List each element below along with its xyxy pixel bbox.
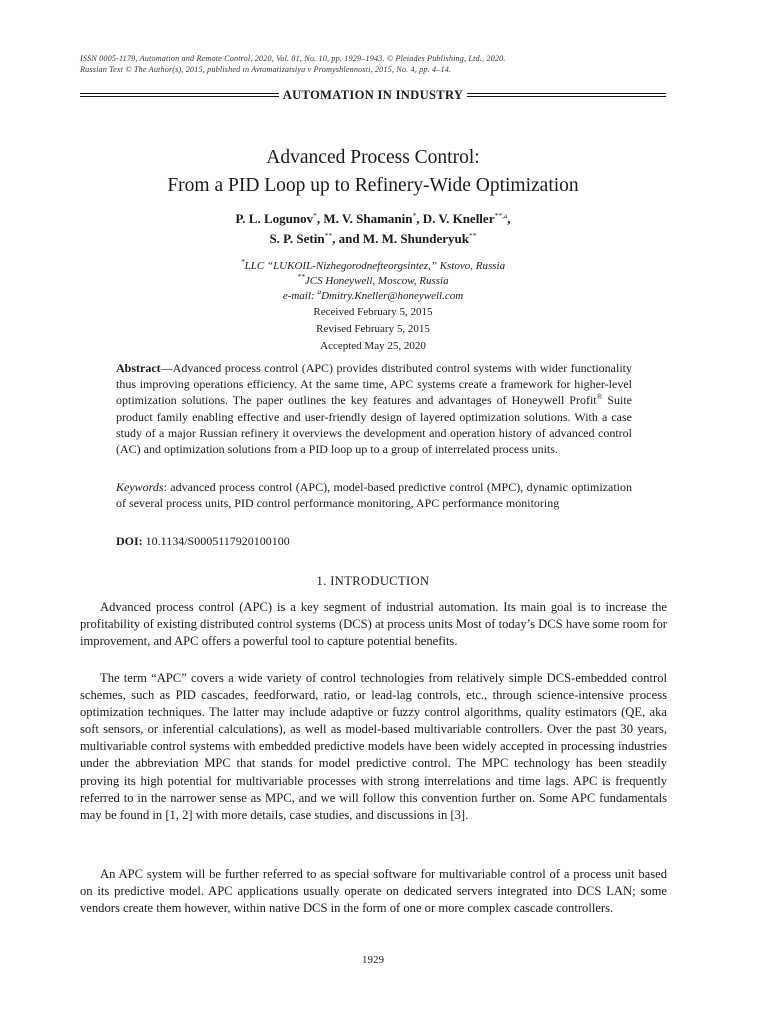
authors-line-2: [80, 229, 666, 249]
introduction-paragraph-3: [80, 866, 667, 917]
paragraph-text: The term “APC” covers a wide variety of control technologies from relatively simple DCS-embedded control schemes, such as PID cascades, feedforward, ratio, or lead-lag controls, etc., through science-intensive process optimization techniques. The latter may include adaptive or fuzzy control algorithms, quality estimators (QE, aka soft sensors, or inferential calculations), as well as model-based multivariable controllers. Over the past 30 years, multivariable control systems with embedded predictive models have been widely accepted in processing industries under the abbreviation MPC that stands for model predictive control. The MPC technology has been steadily proving its high potential for multivariable processes with strong interrelations and time lags. APC is frequently referred to in the narrower sense as MPC, and we will follow this convention further on. Some APC fundamentals may be found in [1, 2] with more details, case studies, and discussions in [3].: [80, 671, 667, 822]
received-date: Received February 5, 2015: [313, 306, 433, 318]
email-label: e-mail:: [282, 290, 318, 302]
section-title: AUTOMATION IN INDUSTRY: [282, 87, 464, 102]
author-separator: ,: [507, 211, 511, 226]
section-header: [80, 88, 666, 102]
abstract-text-continued: Suite product family enabling effective and user-friendly design of layered optimization solutions. With a case study of a major Russian refinery it overviews the development and operation history of advanced control (AC) and optimization solutions from a PID loop up to a group of interrelated process units.: [116, 393, 632, 457]
revised-date: Revised February 5, 2015: [316, 323, 430, 335]
issn-header: [80, 53, 680, 75]
author-affiliation-mark: **: [469, 231, 477, 240]
contact-email-line: [80, 289, 666, 304]
article-title-line-1: Advanced Process Control:: [266, 147, 480, 168]
page-number: 1929: [362, 954, 384, 966]
author-name: D. V. Kneller: [422, 211, 495, 226]
keywords-label: Keywords: [116, 480, 164, 494]
registered-mark: ®: [596, 392, 603, 402]
right-double-rule: [467, 93, 666, 97]
author-affiliation-mark: *: [313, 211, 317, 220]
keywords-text: : advanced process control (APC), model-based predictive control (MPC), dynamic optimization of several process units, PID control performance monitoring, APC performance monitoring: [116, 480, 632, 511]
russian-text-line: Russian Text © The Author(s), 2015, published in Avtomatizatsiya v Promyshlennosti, 2015, No. 4, pp. 4–14.: [80, 65, 452, 74]
author-name: M. M. Shunderyuk: [362, 231, 470, 246]
article-title-line-2: From a PID Loop up to Refinery-Wide Optimization: [167, 175, 579, 196]
introduction-paragraph-1: [80, 599, 667, 650]
left-double-rule: [80, 93, 279, 97]
email-mark: a: [317, 287, 322, 296]
affiliation-mark: **: [297, 272, 305, 281]
author-separator: , and: [332, 231, 363, 246]
issn-line: ISSN 0005-1179, Automation and Remote Control, 2020, Vol. 81, No. 10, pp. 1929–1943. © Pleiades Publishing, Ltd., 2020.: [80, 54, 506, 63]
email-address: Dmitry.Kneller@honeywell.com: [321, 290, 464, 302]
author-name: P. L. Logunov: [235, 211, 314, 226]
keywords: [116, 479, 632, 511]
author-separator: ,: [316, 211, 324, 226]
author-affiliation-mark: *: [412, 211, 417, 220]
affiliation-mark: *: [240, 257, 245, 266]
introduction-heading: 1. INTRODUCTION: [316, 574, 430, 588]
paragraph-text: Advanced process control (APC) is a key segment of industrial automation. Its main goal is to increase the profitability of existing distributed control systems (DCS) at process units Most of today’s DCS have some room for improvement, and APC offers a powerful tool to capture potential benefits.: [80, 600, 667, 649]
author-separator: ,: [416, 211, 423, 226]
affiliation-1: [80, 259, 666, 274]
affiliation-text: LLC “LUKOIL-Nizhegorodnefteorgsintez,” Kstovo, Russia: [244, 260, 506, 272]
introduction-paragraph-2: [80, 670, 667, 824]
affiliation-text: JCS Honeywell, Moscow, Russia: [304, 275, 449, 287]
abstract-text: —Advanced process control (APC) provides distributed control systems with wider functionality thus improving operations efficiency. At the same time, APC systems create a framework for higher-level optimization solutions. The paper outlines the key features and advantages of Honeywell Profit: [116, 361, 632, 408]
paragraph-text: An APC system will be further referred to as special software for multivariable control of a process unit based on its predictive model. APC applications usually operate on dedicated servers integrated into DCS LAN; some vendors create them however, within native DCS in the form of one or more complex cascade controllers.: [80, 867, 667, 916]
authors-line-1: [80, 209, 666, 229]
doi-label: DOI:: [116, 534, 143, 548]
abstract-label: Abstract: [116, 361, 161, 375]
affiliation-2: [80, 274, 666, 289]
author-affiliation-mark: **: [324, 231, 333, 240]
author-name: M. V. Shamanin: [323, 211, 413, 226]
abstract: [116, 360, 632, 457]
author-affiliation-mark: **,a: [494, 211, 508, 220]
doi: [116, 533, 632, 549]
author-name: S. P. Setin: [269, 231, 325, 246]
doi-value: 10.1134/S0005117920100100: [142, 534, 290, 548]
accepted-date: Accepted May 25, 2020: [320, 340, 426, 352]
